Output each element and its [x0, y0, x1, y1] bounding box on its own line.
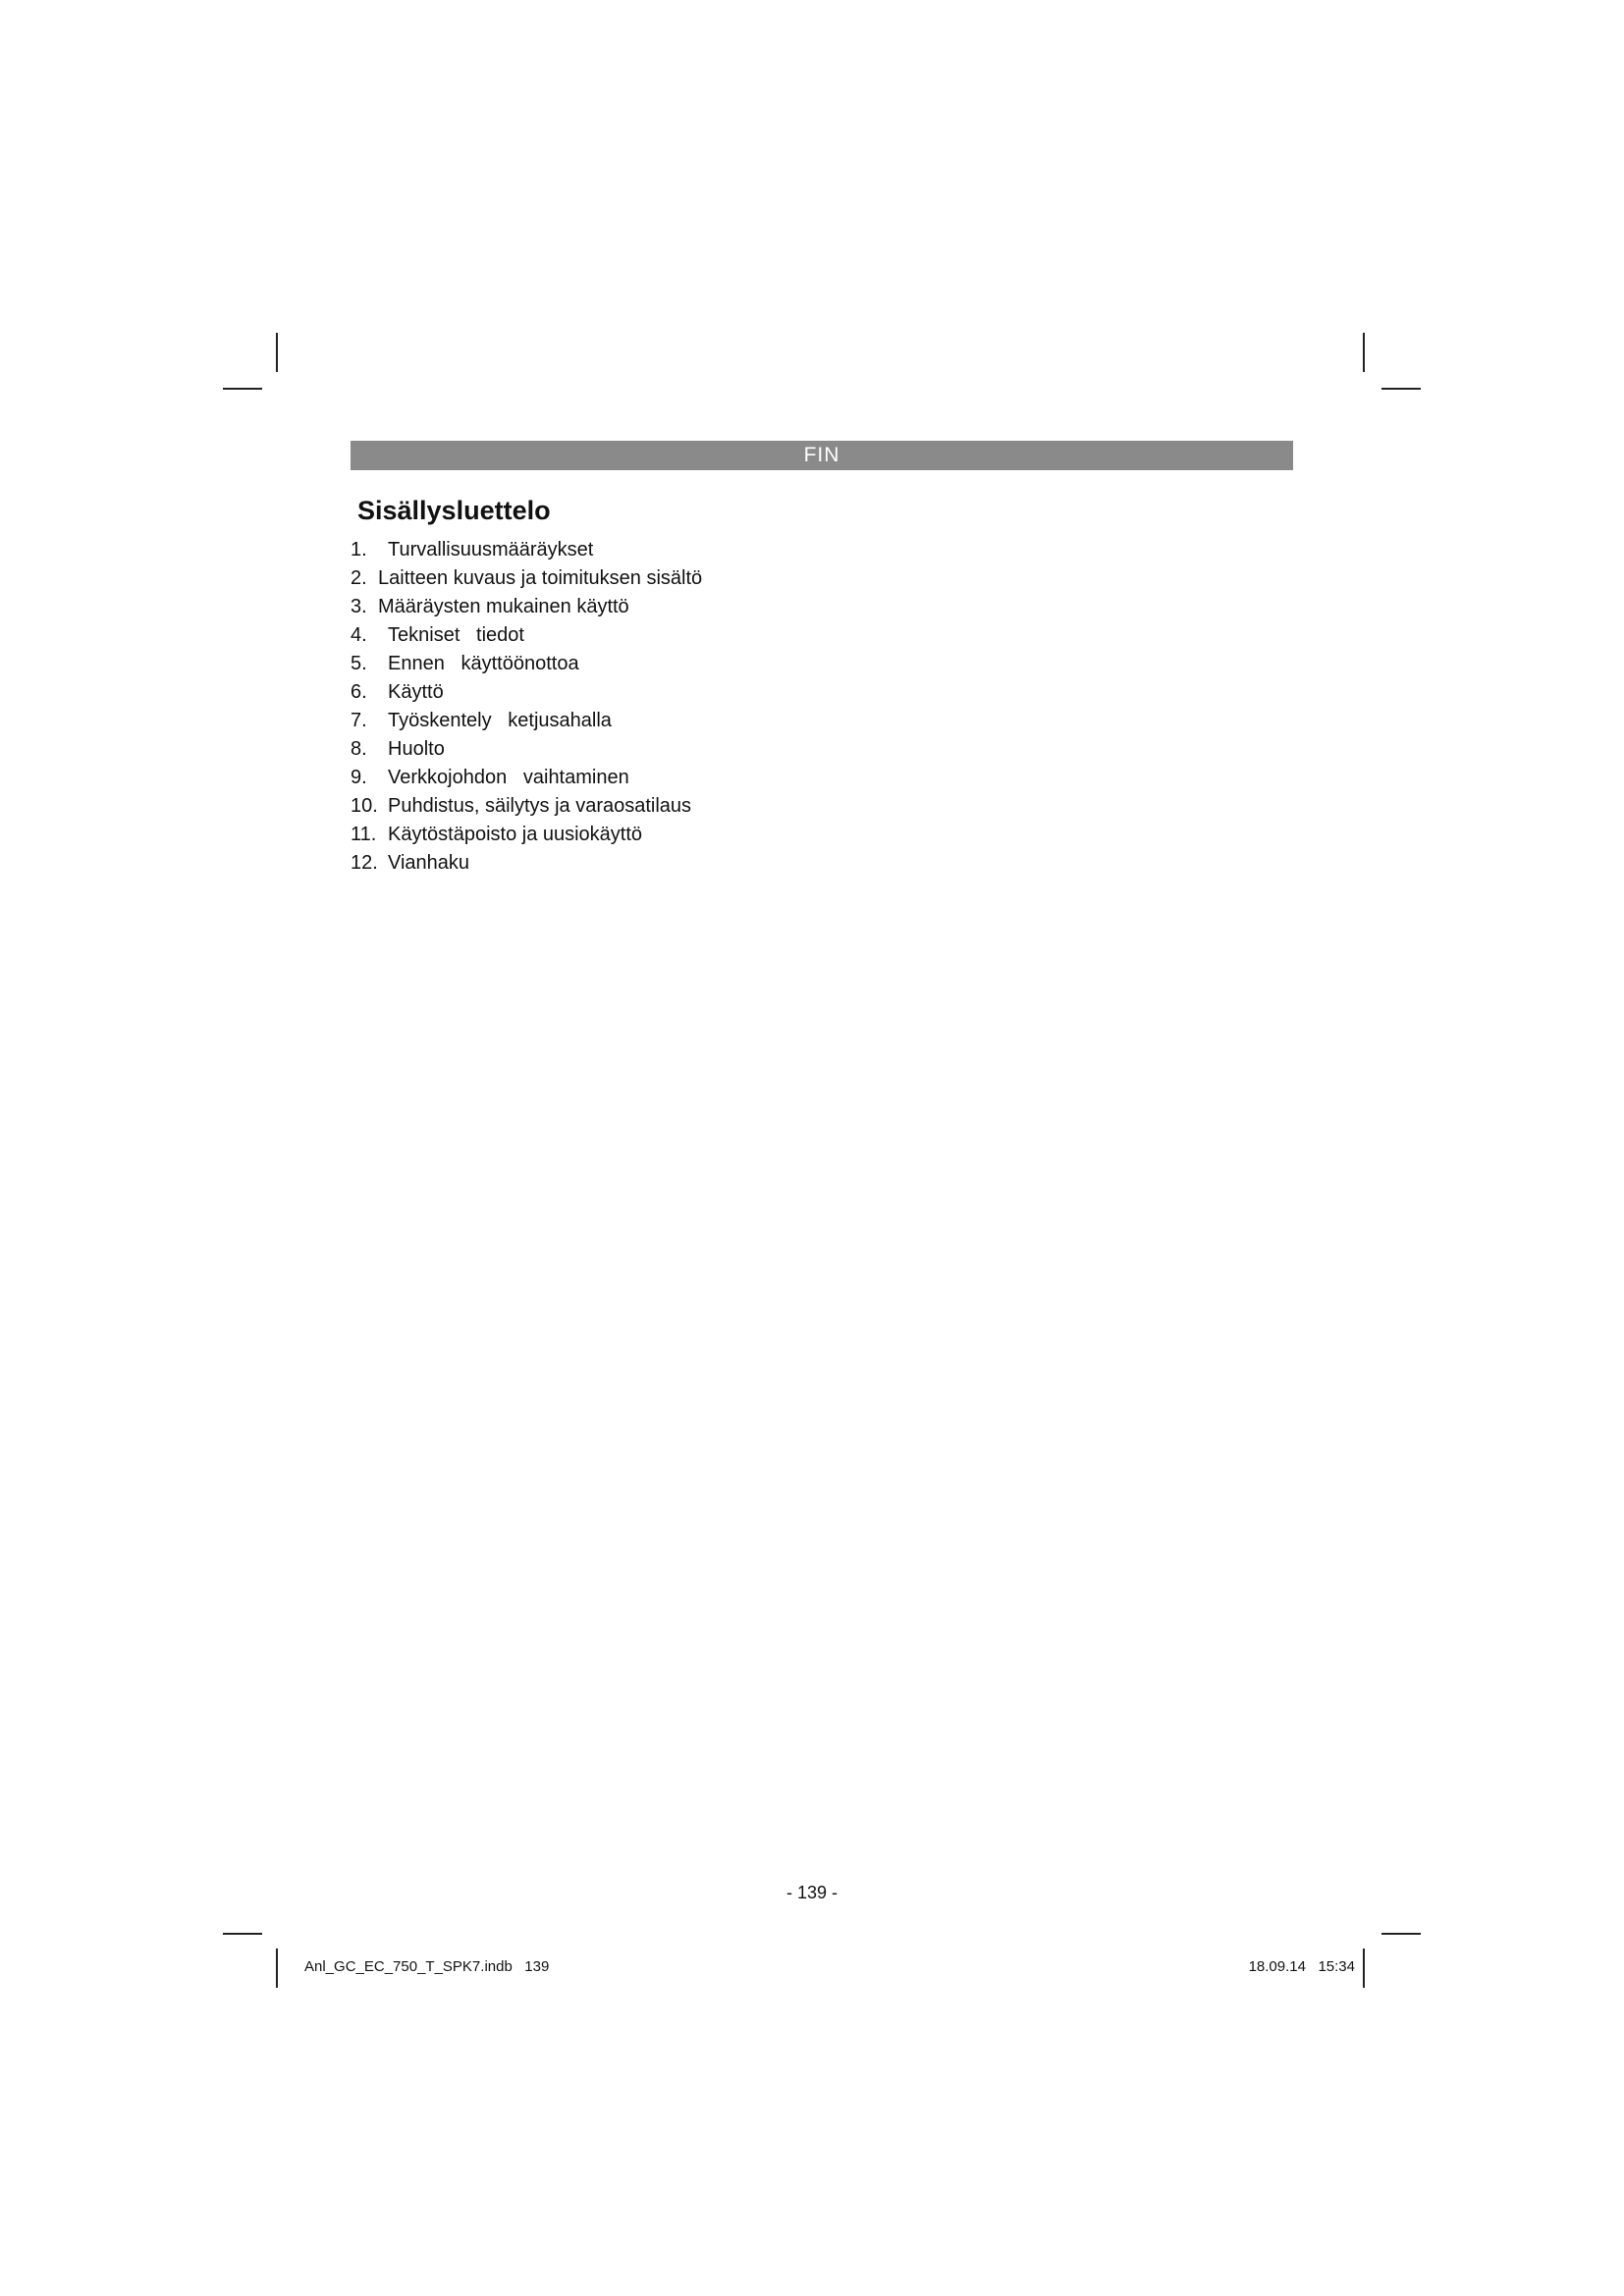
toc-item-number: 2. — [351, 567, 367, 589]
language-tab-label: FIN — [803, 444, 840, 466]
toc-item-number: 4. — [351, 624, 367, 646]
toc-item-label: Tekniset tiedot — [388, 624, 524, 646]
crop-mark-bottom-right-vertical — [1363, 1949, 1365, 1988]
crop-mark-bottom-left-vertical — [276, 1949, 278, 1988]
toc-item-label: Ennen käyttöönottoa — [388, 653, 579, 674]
toc-item-number: 9. — [351, 767, 367, 788]
crop-mark-bottom-right-horizontal — [1381, 1933, 1421, 1935]
crop-mark-top-left-horizontal — [223, 388, 262, 390]
toc-item — [351, 564, 702, 593]
toc-item-number: 6. — [351, 681, 367, 703]
toc-item-number: 10. — [351, 795, 378, 817]
toc-item — [351, 650, 702, 678]
toc-item-number: 12. — [351, 852, 378, 874]
toc-item — [351, 621, 702, 650]
print-slug-timestamp: 18.09.14 15:34 — [1248, 1958, 1355, 1975]
toc-item — [351, 593, 702, 621]
toc-item-label: Käytöstäpoisto ja uusiokäyttö — [388, 824, 643, 845]
toc-list — [351, 536, 702, 878]
toc-item-label: Huolto — [388, 738, 445, 760]
toc-item-number: 7. — [351, 710, 367, 731]
language-header-bar — [351, 441, 1293, 470]
toc-item-label: Laitteen kuvaus ja toimituksen sisältö — [378, 567, 703, 589]
page-number: - 139 - — [785, 1883, 839, 1902]
toc-item — [351, 536, 702, 564]
toc-item-number: 5. — [351, 653, 367, 674]
toc-item — [351, 707, 702, 735]
crop-mark-bottom-left-horizontal — [223, 1933, 262, 1935]
print-slug-filename: Anl_GC_EC_750_T_SPK7.indb 139 — [304, 1958, 550, 1975]
toc-item-label: Vianhaku — [388, 852, 470, 874]
toc-item-label: Määräysten mukainen käyttö — [378, 596, 629, 617]
toc-item-label: Turvallisuusmääräykset — [388, 539, 594, 561]
toc-item-number: 3. — [351, 596, 367, 617]
toc-item — [351, 678, 702, 707]
toc-item-label: Puhdistus, säilytys ja varaosatilaus — [388, 795, 692, 817]
toc-item — [351, 764, 702, 792]
toc-item — [351, 792, 702, 821]
toc-item-label: Käyttö — [388, 681, 444, 703]
toc-item-number: 11. — [351, 824, 377, 845]
crop-mark-top-left-vertical — [276, 333, 278, 372]
toc-title: Sisällysluettelo — [357, 496, 551, 525]
toc-item — [351, 849, 702, 878]
toc-item — [351, 821, 702, 849]
toc-item-number: 1. — [351, 539, 367, 561]
crop-mark-top-right-vertical — [1363, 333, 1365, 372]
toc-item — [351, 735, 702, 764]
toc-item-label: Verkkojohdon vaihtaminen — [388, 767, 629, 788]
crop-mark-top-right-horizontal — [1381, 388, 1421, 390]
toc-item-label: Työskentely ketjusahalla — [388, 710, 612, 731]
toc-item-number: 8. — [351, 738, 367, 760]
